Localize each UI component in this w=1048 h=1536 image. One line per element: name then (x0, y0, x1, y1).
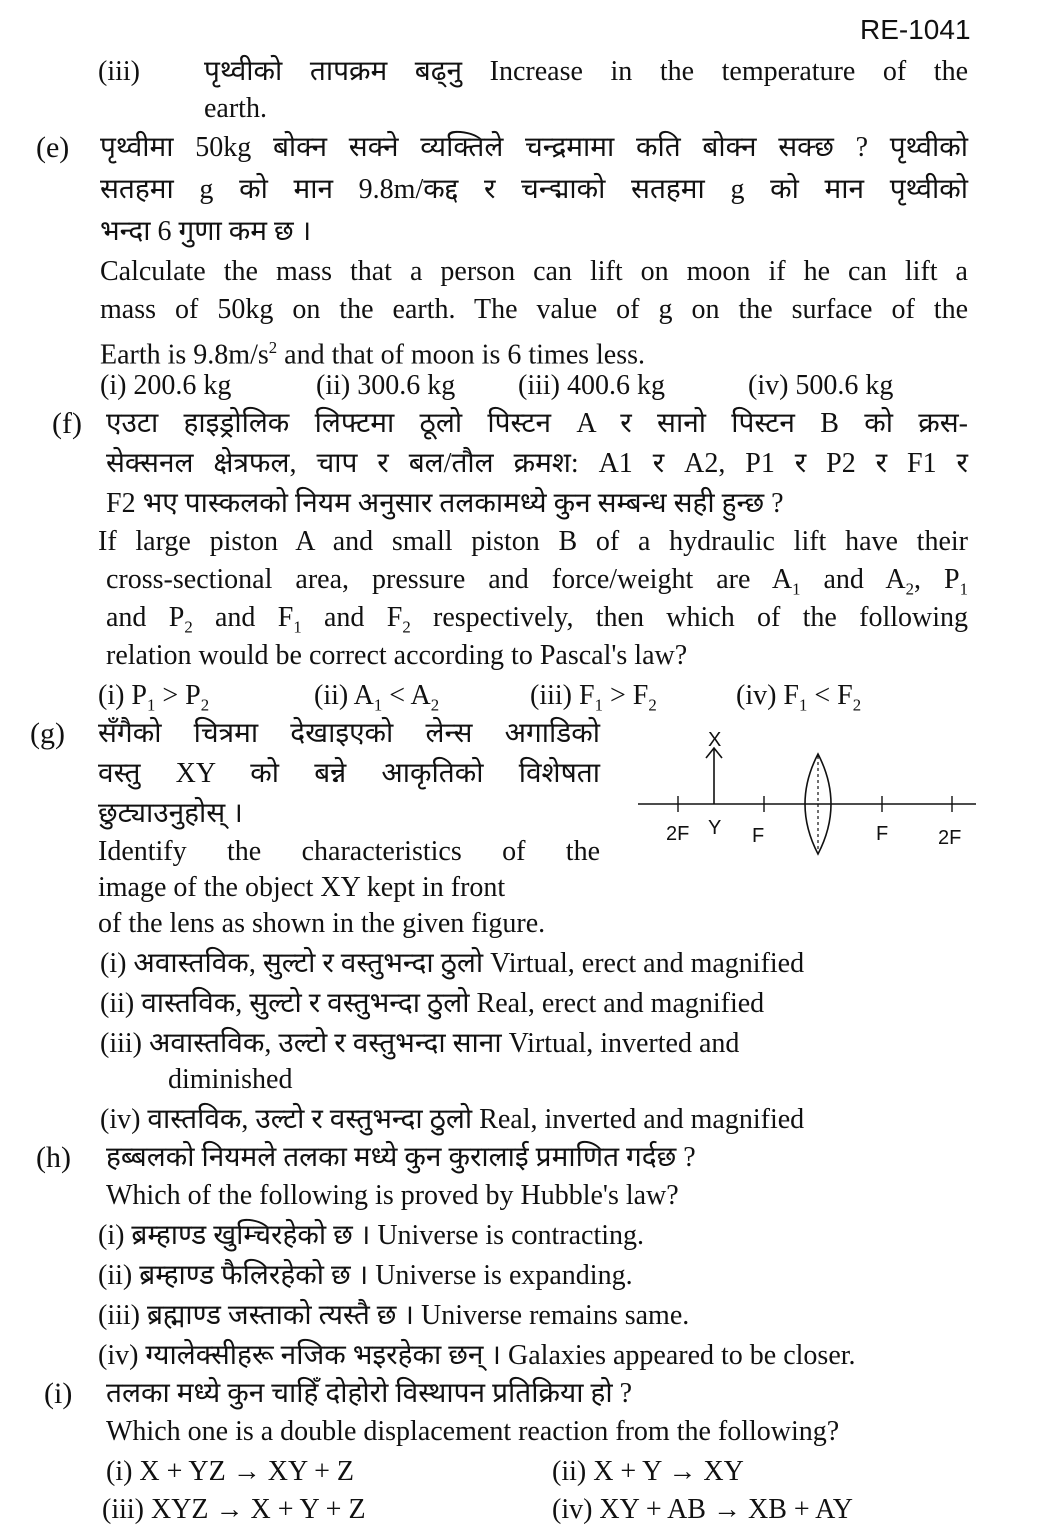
option-h-iv: (iv) ग्यालेक्सीहरू नजिक भइरहेका छन् । Galaxies appeared to be closer. (98, 1340, 856, 1371)
question-h-nepali-line: हब्बलको नियमले तलका मध्ये कुन कुरालाई प्रमाणित गर्दछ ? (106, 1142, 696, 1173)
page-code: RE-1041 (860, 14, 971, 45)
question-f-english-line: If large piston A and small piston B of a hydraulic lift have their (98, 526, 968, 557)
option-f-iv: (iv) $F_1 < F_2$ (736, 680, 862, 715)
question-g-english-line: Identify the characteristics of the (98, 836, 600, 867)
question-e-label: (e) (36, 131, 70, 164)
label-f-left: F (752, 825, 765, 847)
question-e-english-line: mass of 50kg on the earth. The value of g on the surface of the (100, 294, 968, 325)
question-g-english-line: of the lens as shown in the given figure. (98, 908, 546, 939)
label-x: X (708, 730, 722, 751)
option-i-i: (i) X + YZ → XY + Z (106, 1456, 355, 1487)
option-h-i: (i) ब्रम्हाण्ड खुम्चिरहेको छ । Universe is contracting. (98, 1220, 645, 1251)
label-2f-left: 2F (666, 823, 690, 845)
option-h-iii: (iii) ब्रह्माण्ड जस्ताको त्यस्तै छ । Universe remains same. (98, 1300, 690, 1331)
question-f-english-line: and $P_2$ and $F_1$ and $F_2$ respectively, then which of the following (106, 602, 969, 637)
question-f-english-line: relation would be correct according to Pascal's law? (106, 640, 688, 671)
lens-diagram (636, 730, 980, 860)
label-f-right: F (876, 823, 889, 845)
option-i-ii: (ii) X + Y → XY (552, 1456, 744, 1487)
option-e-ii: (ii) 300.6 kg (316, 370, 456, 401)
option-g-i: (i) अवास्तविक, सुल्टो र वस्तुभन्दा ठुलो Virtual, erect and magnified (100, 948, 805, 979)
question-f-label: (f) (52, 407, 82, 440)
prev-option-text: पृथ्वीको तापक्रम बढ्नु Increase in the temperature of the (204, 56, 968, 87)
question-e-nepali-line: भन्दा 6 गुणा कम छ । (100, 216, 312, 247)
question-f-nepali-line: F2 भए पास्कलको नियम अनुसार तलकामध्ये कुन सम्बन्ध सही हुन्छ ? (106, 488, 784, 519)
label-y: Y (708, 817, 722, 839)
question-i-english-line: Which one is a double displacement reaction from the following? (106, 1416, 840, 1447)
question-h-label: (h) (36, 1141, 71, 1174)
option-f-iii: (iii) $F_1 > F_2$ (530, 680, 657, 715)
option-e-iv: (iv) 500.6 kg (748, 370, 894, 401)
option-i-iv: (iv) XY + AB → XB + AY (552, 1494, 853, 1525)
option-g-iii: (iii) अवास्तविक, उल्टो र वस्तुभन्दा साना Virtual, inverted and (100, 1028, 740, 1059)
question-e-english-line: Calculate the mass that a person can lift on moon if he can lift a (100, 256, 968, 287)
question-e-english-line: Earth is $9.8m/s^2$ and that of moon is 6 times less. (100, 338, 646, 371)
question-g-english-line: image of the object XY kept in front (98, 872, 506, 903)
question-f-english-line: cross-sectional area, pressure and force/weight are $A_1$ and $A_2$, $P_1$ (106, 564, 968, 599)
prev-option-label: (iii) (98, 56, 140, 87)
option-e-iii: (iii) 400.6 kg (518, 370, 665, 401)
question-g-label: (g) (30, 717, 65, 750)
question-f-nepali-line: एउटा हाइड्रोलिक लिफ्टमा ठूलो पिस्टन A र सानो पिस्टन B को क्रस- (106, 408, 968, 439)
question-f-nepali-line: सेक्सनल क्षेत्रफल, चाप र बल/तौल क्रमश: A1 र A2, P1 र P2 र F1 र (106, 448, 968, 479)
question-g-nepali-line: छुट्याउनुहोस् । (98, 798, 243, 829)
question-g-nepali-line: वस्तु XY को बन्ने आकृतिको विशेषता (98, 758, 600, 789)
question-e-nepali-line: सतहमा g को मान 9.8m/कद्द र चन्द्माको सतहमा g को मान पृथ्वीको (100, 174, 968, 205)
question-i-nepali-line: तलका मध्ये कुन चाहिँ दोहोरो विस्थापन प्रतिक्रिया हो ? (106, 1378, 633, 1409)
option-g-iv: (iv) वास्तविक, उल्टो र वस्तुभन्दा ठुलो Real, inverted and magnified (100, 1104, 805, 1135)
question-g-nepali-line: सँगैको चित्रमा देखाइएको लेन्स अगाडिको (98, 718, 600, 749)
option-f-ii: (ii) $A_1 < A_2$ (314, 680, 440, 715)
question-i-label: (i) (44, 1377, 73, 1410)
option-i-iii: (iii) XYZ → X + Y + Z (102, 1494, 366, 1525)
option-g-ii: (ii) वास्तविक, सुल्टो र वस्तुभन्दा ठुलो Real, erect and magnified (100, 988, 765, 1019)
option-g-iii-cont: diminished (168, 1064, 293, 1095)
option-e-i: (i) 200.6 kg (100, 370, 232, 401)
question-e-nepali-line: पृथ्वीमा 50kg बोक्न सक्ने व्यक्तिले चन्द्रमामा कति बोक्न सक्छ ? पृथ्वीको (100, 132, 968, 163)
label-2f-right: 2F (938, 827, 962, 849)
option-f-i: (i) $P_1 > P_2$ (98, 680, 210, 715)
option-h-ii: (ii) ब्रम्हाण्ड फैलिरहेको छ । Universe is expanding. (98, 1260, 633, 1291)
prev-option-text-cont: earth. (204, 93, 267, 124)
question-h-english-line: Which of the following is proved by Hubble's law? (106, 1180, 679, 1211)
